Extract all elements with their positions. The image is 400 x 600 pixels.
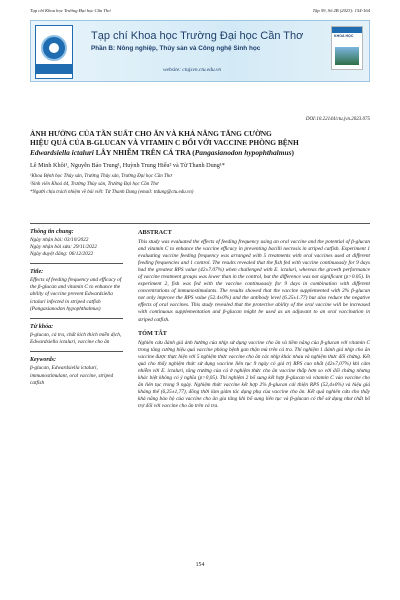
article-info-label: Thông tin chung: — [30, 229, 74, 235]
vn-keywords-label: Từ khóa: — [30, 324, 54, 331]
abstract-text: This study was evaluated the effects of feeding frequency using an oral vaccine and the potential of β-glucan and vitamin C to enhance the vaccine efficacy in preventing bacilli necrosis in striped catfish. Experiment 1 evaluating vaccine feeding frequency was arranged with 5 treatments with oral vaccines used at different feeding frequencies and 1 control. The results revealed that the fish fed with vaccine continuously for 9 days had the greatest RPS value (42±7.07%) when challenged with E. ictaluri, whereas the growth performance of vaccine treatment groups was lower than in the control, but the difference was not significant (p>0.05). In experiment 2, fish was fed with the vaccine continuously for 9 days in combination with different concentrations of immunostimulants. The results showed that the vaccine supplemented with 2% β-glucan not only improve the RPS value (52.4±0%) and the antibody level (6.25±1.77) but also reduce the negative effects of oral vaccines. This study revealed that the protective ability of the oral vaccine will be increased with continuous supplementation and β-glucan might be used as an adjuvant to an oral vaccination in striped catfish. — [138, 239, 370, 323]
abstract-heading: ABSTRACT — [138, 229, 172, 236]
corresponding-author: *Người chịu trách nhiệm về bài viết: Từ Thanh Dung (email: ttdung@ctu.edu.vn) — [30, 190, 194, 195]
title-mid: LÂY NHIỄM TRÊN CÁ TRA ( — [93, 147, 195, 157]
running-head-journal: Tạp chí Khoa học Trường Đại học Cần Thơ — [30, 8, 111, 13]
affiliation-2: ²Sinh viên Khoá 44, Trường Thủy sản, Trường Đại học Cần Thơ — [30, 182, 159, 187]
doi: DOI:10.22144/ctu.jvn.2023.075 — [305, 117, 370, 122]
title-species: Pangasianodon hypophthalmus — [194, 147, 292, 157]
page-number: 154 — [195, 562, 205, 568]
journal-website: website: ctujsvn.ctu.edu.vn — [163, 67, 222, 73]
accepted-date: Ngày duyệt đăng: 06/12/2022 — [30, 251, 94, 257]
article-title — [30, 129, 370, 157]
info-divider — [30, 318, 123, 319]
summary-text: Nghiên cứu đánh giá ảnh hưởng của nhịp sử dụng vaccine cho ăn và tiềm năng của β-glucan với vitamin C trong tăng cường hiệu quả vaccine phòng bệnh gan thận mủ trên cá tra. Thí nghiệm 1 đánh giá nhịp cho ăn vaccine được thực hiện với 5 nghiệm thức vaccine cho ăn các nhịp khác nhau và nghiệm thức đối chứng. Kết quả cho thấy nghiệm thức sử dụng vaccine liên tục 9 ngày có giá trị RPS cao nhất (42±7,07%) khi cảm nhiễm với E. ictaluri, tăng trưởng của cá ở nghiệm thức cho ăn vaccine thấp hơn so với đối chứng nhưng khác biệt không có ý nghĩa (p>0,05). Thí nghiệm 2 bổ sung kết hợp β-glucan và vitamin C vào vaccine cho ăn liên tục trong 9 ngày. Nghiệm thức vaccine kết hợp 2% β-glucan cải thiện RPS (52,4±0%) và hiệu giá kháng thể (6,25±1,77), đồng thời làm giảm tác dụng phụ của vaccine cho ăn. Kết quả nghiên cứu cho thấy khả năng bảo hộ của vaccine cho ăn gia tăng khi bổ sung liên tục và β-glucan có thể sử dụng như chất bổ trợ đối với vaccine cho ăn trên cá tra. — [138, 339, 370, 409]
cover-title: KHOA HỌC — [334, 34, 354, 38]
running-head-issue: Tập 59, Số 2B (2023): 154-164 — [312, 8, 370, 13]
info-divider — [30, 351, 123, 352]
title-end: ) — [291, 147, 294, 157]
info-divider — [30, 263, 123, 264]
en-title-text: Effects of feeding frequency and efficacy of the β-glucan and vitamin C to enhance the ability of vaccine prevent Edwardsiella ictaluri infected in striped catfish (Pangasianodon hypophthalmus) — [30, 277, 122, 312]
vn-keywords-text: β-glucan, cá tra, chất kích thích miễn dịch, Edwardsiella ictaluri, vaccine cho ăn — [30, 332, 122, 346]
journal-name: Tạp chí Khoa học Trường Đại học Cần Thơ — [91, 30, 304, 42]
title-pathogen: Edwardsiella ictaluri — [30, 147, 94, 157]
journal-banner — [30, 20, 370, 82]
revised-date: Ngày nhận bài sửa: 29/11/2022 — [30, 244, 97, 250]
header-divider — [30, 223, 370, 224]
authors: Lê Minh Khôi¹, Nguyễn Bảo Trung¹, Huỳnh Trung Hiếu² và Từ Thanh Dung¹* — [30, 162, 225, 169]
journal-part: Phần B: Nông nghiệp, Thủy sản và Công nghệ Sinh học — [91, 45, 261, 52]
university-logo-icon — [35, 25, 73, 79]
title-line-2: HIỆU QUẢ CỦA Β-GLUCAN VÀ VITAMIN C ĐỐI VỚI VACCINE PHÒNG BỆNH — [30, 138, 299, 148]
title-line-3 — [30, 148, 370, 157]
en-keywords-label: Keywords: — [30, 357, 56, 364]
abstract-column — [138, 229, 370, 410]
title-line-1: ẢNH HƯỞNG CỦA TẦN SUẤT CHO ĂN VÀ KHẢ NĂNG TĂNG CƯỜNG — [30, 129, 272, 138]
received-date: Ngày nhận bài: 03/10/2022 — [30, 237, 89, 243]
journal-cover-thumbnail — [331, 26, 363, 70]
summary-heading: TÓM TẮT — [138, 329, 167, 337]
running-head — [30, 8, 370, 18]
en-keywords-text: β-glucan, Edwardsiella ictaluri, immunostimulant, oral vaccine, striped catfish — [30, 365, 114, 386]
affiliation-1: ¹Khoa Bệnh học Thủy sản, Trường Thủy sản, Trường Đại học Cần Thơ — [30, 174, 172, 179]
article-info-column — [30, 229, 123, 387]
en-title-label: Title: — [30, 269, 44, 275]
